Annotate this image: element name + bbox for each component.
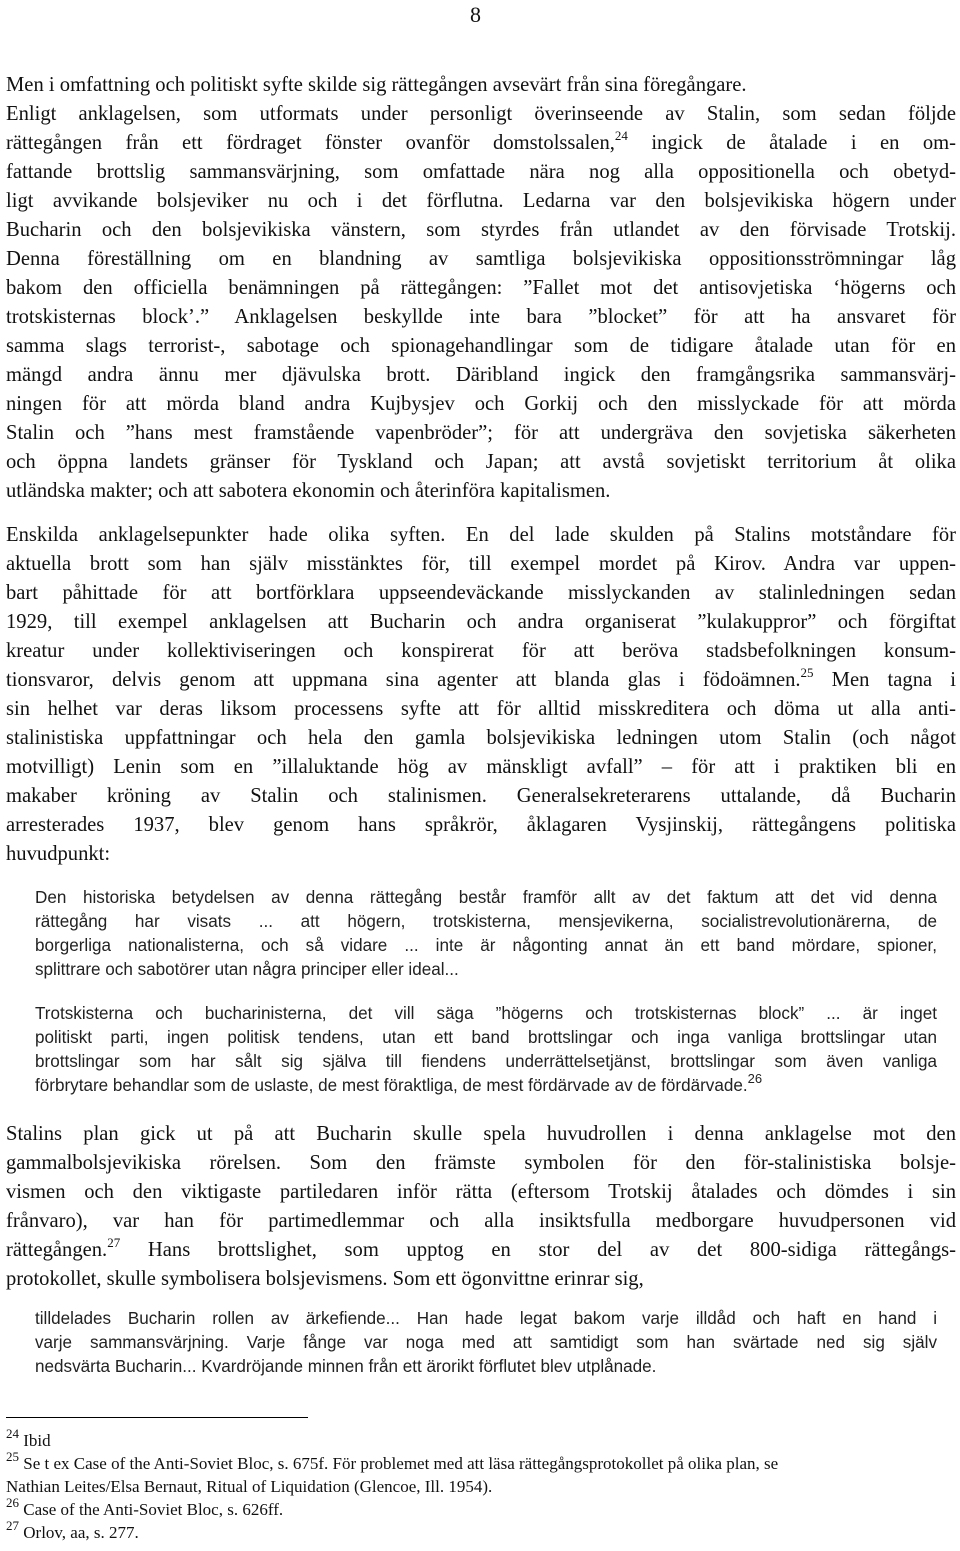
footnote-separator xyxy=(6,1417,308,1418)
text-line: stalinistiska uppfattningar och hela den gamla bolsjevikiska ledningen utom Stalin (och något xyxy=(6,727,956,749)
footnote-ref-26[interactable]: 26 xyxy=(747,1071,763,1087)
text-line: Enskilda anklagelsepunkter hade olika syften. En del lade skulden på Stalins motståndare för xyxy=(6,524,956,546)
footnote-25: $^{25}$ Se t ex Case of the Anti-Soviet Bloc, s. 675f. För problemet med att läsa rättegångsprotokollet på olika plan, se xyxy=(6,1449,779,1473)
quote-line: varje sammansvärjning. Varje fånge var noga med att samtidigt som han svärtade ned sig själv xyxy=(35,1333,937,1352)
quote-line: Trotskisterna och bucharinisterna, det vill säga ”högerns och trotskisternas block” ... är inget xyxy=(35,1004,937,1023)
text-line: Men i omfattning och politiskt syfte skilde sig rättegången avsevärt från sina föregångare. xyxy=(6,74,747,96)
footnote-27: $^{27}$ Orlov, aa, s. 277. xyxy=(6,1518,139,1542)
text-line: ligt avvikande bolsjeviker nu och i det förflutna. Ledarna var den bolsjevikiska högern under xyxy=(6,190,956,212)
block-quote-3 xyxy=(35,1307,937,1379)
footnote-25-cont: Nathian Leites/Elsa Bernaut, Ritual of Liquidation (Glencoe, Ill. 1954). xyxy=(6,1477,493,1496)
quote-line: Den historiska betydelsen av denna rättegång består framför allt av det faktum att det vid denna xyxy=(35,888,937,907)
text-line: sin helhet var deras liksom processens syfte att för alltid misskreditera och döma ut alla anti- xyxy=(6,698,956,720)
quote-line: politiskt parti, ingen politisk tendens, utan ett band brottslingar och inga vanliga brottslingar utan xyxy=(35,1028,937,1047)
text-line: Denna föreställning om en blandning av samtliga bolsjevikiska oppositionsströmningar låg xyxy=(6,248,956,270)
text-line: makaber kröning av Stalin och stalinismen. Generalsekreterarens uttalande, då Bucharin xyxy=(6,785,956,807)
quote-line: borgerliga nationalisterna, och så vidare ... inte är någonting annat än ett band mördare, spioner, xyxy=(35,936,937,955)
text-line: ningen för att mörda bland andra Kujbysjev och Gorkij och den misslyckade för att mörda xyxy=(6,393,956,415)
text-line: rättegången.$^{27}$ Hans brottslighet, som upptog en stor del av det 800-sidiga rättegångs- xyxy=(6,1235,956,1261)
quote-line: rättegång har visats ... att högern, trotskisterna, mensjevikerna, socialistrevolutionärerna, de xyxy=(35,912,937,931)
text-line: huvudpunkt: xyxy=(6,843,111,865)
footnote-ref-24[interactable]: 24 xyxy=(614,128,628,144)
paragraph-1 xyxy=(6,71,956,506)
quote-line: tilldelades Bucharin rollen av ärkefiende... Han hade legat bakom varje illdåd och haft en hand i xyxy=(35,1309,937,1328)
text-line: tionsvaror, delvis genom att uppmana sina agenter att blanda glas i födoämnen.$^{25}$ Men tagna i xyxy=(6,665,956,691)
text-line: frånvaro), var han för partimedlemmar och alla insiktsfulla medborgare huvudpersonen vid xyxy=(6,1210,956,1232)
quote-line: splittrare och sabotörer utan några principer eller ideal... xyxy=(35,960,459,979)
quote-line: nedsvärta Bucharin... Kvardröjande minnen från ett ärorikt förflutet blev utplånade. xyxy=(35,1357,657,1376)
text-line: bakom den officiella benämningen på rättegången: ”Fallet mot det antisovjetiska ‘högerns och xyxy=(6,277,956,299)
text-line: fattande brottslig sammansvärjning, som omfattade nära nog alla oppositionella och obetyd- xyxy=(6,161,956,183)
text-line: Bucharin och den bolsjevikiska vänstern, som styrdes från utlandet av den förvisade Trotskij. xyxy=(6,219,956,241)
text-line: Stalin och ”hans mest framstående vapenbröder”; för att undergräva den sovjetiska säkerheten xyxy=(6,422,956,444)
text-line: trotskisternas block’.” Anklagelsen beskyllde inte bara ”blocket” för att ha ansvaret för xyxy=(6,306,956,328)
quote-line: brottslingar som har sålt sig själva till fiendens underrättelsetjänst, brottslingar som även vanliga xyxy=(35,1052,937,1071)
footnote-26: $^{26}$ Case of the Anti-Soviet Bloc, s. 626ff. xyxy=(6,1495,284,1519)
text-line: vismen och den viktigaste partiledaren inför rätta (eftersom Trotskij åtalades och dömdes i sin xyxy=(6,1181,956,1203)
text-line: samma slags terrorist-, sabotage och spionagehandlingar som de tidigare åtalade utan för en xyxy=(6,335,956,357)
text-line: Stalins plan gick ut på att Bucharin skulle spela huvudrollen i denna anklagelse mot den xyxy=(6,1123,956,1145)
text-line: och öppna landets gränser för Tyskland och Japan; att avstå sovjetiskt territorium åt olika xyxy=(6,451,956,473)
block-quote-2 xyxy=(35,1002,937,1098)
footnotes xyxy=(6,1426,956,1544)
text-line: arresterades 1937, blev genom hans språkrör, åklagaren Vysjinskij, rättegångens politiska xyxy=(6,814,956,836)
text-line: mängd andra ännu mer djävulska brott. Däribland ingick den framgångsrika sammansvärj- xyxy=(6,364,956,386)
text-line: bart påhittade för att bortförklara uppseendeväckande misslyckanden av stalinledningen sedan xyxy=(6,582,956,604)
footnote-ref-27[interactable]: 27 xyxy=(107,1235,121,1251)
text-line: gammalbolsjevikiska rörelsen. Som den främste symbolen för den för-stalinistiska bolsje- xyxy=(6,1152,956,1174)
text-line: utländska makter; och att sabotera ekonomin och återinföra kapitalismen. xyxy=(6,480,611,502)
footnote-24: $^{24}$ Ibid xyxy=(6,1426,51,1450)
text-line: protokollet, skulle symbolisera bolsjevismens. Som ett ögonvittne erinrar sig, xyxy=(6,1268,644,1290)
text-line: kreatur under kollektiviseringen och konspirerat för att beröva stadsbefolkningen konsum- xyxy=(6,640,956,662)
page-number: 8 xyxy=(470,2,481,27)
paragraph-2 xyxy=(6,521,956,869)
quote-line: förbrytare behandlar som de uslaste, de mest föraktliga, de mest fördärvade av de fördärvade.$^{26}$ xyxy=(35,1071,763,1095)
text-line: Enligt anklagelsen, som utformats under personligt överinseende av Stalin, som sedan följde xyxy=(6,103,956,125)
text-line: aktuella brott som han själv misstänktes för, till exempel mordet på Kirov. Andra var uppen- xyxy=(6,553,956,575)
text-line: 1929, till exempel anklagelsen att Bucharin och andra organiserat ”kulakuppror” och förgiftat xyxy=(6,611,956,633)
text-line: motvilligt) Lenin som en ”illaluktande hög av mänskligt avfall” – för att i praktiken bli en xyxy=(6,756,956,778)
block-quote-1 xyxy=(35,886,937,982)
paragraph-3 xyxy=(6,1120,956,1294)
text-line: rättegången från ett fördraget fönster ovanför domstolssalen,$^{24}$ ingick de åtalade i en om- xyxy=(6,128,956,154)
footnote-ref-25[interactable]: 25 xyxy=(800,665,814,681)
